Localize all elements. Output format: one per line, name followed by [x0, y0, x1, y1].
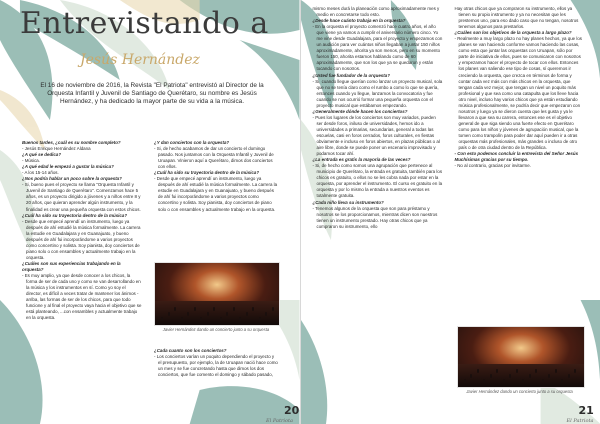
- musician-silhouette: [477, 369, 479, 373]
- right-page: [301, 0, 600, 424]
- interview-answer: - Los conciertos varían un poquito dependiendo el proyecto y el presupuesto, por ejemplo, la de Uruapan nació hace como un mes y se fue concretando hasta que dimos los dos conciertos, que fue comento el domingo y sábado pasado,: [154, 354, 278, 378]
- interview-question: ¿A qué se dedica?: [22, 152, 62, 158]
- interview-answer: - Desde que empecé aprendí un instrumento, luego ya después de ahí estudié la música formalmente. La carrera la estudie en Guadalajara y en Guanajuato, y bueno después de ahí fui incorporándome a varios proyectos como concertino y solista. Soy pianista, doy conciertos de piano solo o con ensambles y actualmente trabajo en la orquesta.: [154, 176, 278, 212]
- right-column-1: [313, 6, 443, 230]
- musician-silhouette: [239, 317, 241, 321]
- musician-silhouette: [246, 312, 248, 316]
- musician-silhouette: [220, 317, 222, 321]
- musician-silhouette: [574, 369, 576, 373]
- photo-caption: Javier Hernández dando un concierto junto a su orquesta: [162, 327, 270, 332]
- musician-silhouette: [252, 307, 254, 311]
- interview-answer: - Es muy amplio, ya que desde conocer a los chicos, la forma de ser de cada uno y como se van desarrollando en la música y los instrumentos en sí. Como yo soy el director, es difícil a veces tratar de mantener los ánimos - arriba, las formas de ser de los chicos, para que todo funcione y al final el proyecto vaya hacia el objetivo que se está planteando, ...con ensambles y actualmente trabajo en la orquesta.: [22, 273, 142, 321]
- interview-question: ¿La entrada es gratis la mayoría de las veces?: [312, 157, 411, 163]
- interview-answer: - No al contrario, gracias por invitarme.: [454, 163, 531, 169]
- interview-answer: - Tenemos algunos de la orquesta que son para préstamo y nosotros se los proporcionamos, mientras dicen son nuestros tienen un instrumento prestado. Hay otras chicos que ya compraron su instrumento, ello: [312, 205, 438, 229]
- page-number: 20: [284, 404, 300, 417]
- page-title: Entrevistando a: [20, 6, 269, 41]
- musician-silhouette: [174, 307, 176, 311]
- magazine-brand: El Patriota: [566, 418, 594, 424]
- interview-question: ¿Cuál ha sido su trayectoria dentro de la música?: [154, 170, 260, 176]
- page-number: 21: [578, 404, 594, 417]
- musician-silhouette: [522, 379, 524, 383]
- musician-silhouette: [490, 374, 492, 378]
- interview-question: ¿Y dan conciertos con la orquesta?: [154, 140, 230, 145]
- interview-answer: - Realmente a muy largo plazo no hay planes hechos, ya que los planes se van haciendo conforme vamos haciendo las cosas, como esta que juntar las orquestas con Uruapan, sólo por parte de iniciativa de ellos, pues se comunicaron con nosotros y empezamos hacer el proyecto de tocar con ellos. Entonces los planes van saliendo ese tipo de cosas, sí queremos ir creciendo la orquesta, que crezca en términos de forma y contar cada vez más con más chicos en la orquesta, que tengan cada vez mejor, que tengan un nivel un poquito más profesional y que sea como una catapulta que los lleve hacia otro nivel, incluso hay varios chicos que ya están estudiando música profesionalmente, se podría decir que empezaron con nosotros y luego ya se dieron cuenta que les gusta y ya le llevaron a que sea su carrera, entonces ese es el objetivo general de que siga siendo una fuerte efecto en Querétaro como para los niños y jóvenes de agrupación musical, que la tomen como trampolín para poder dar aquí pueden ir a otras orquestas más profesionales, más grandes o incluso de otro país o de otra ciudad dentro de la República.: [454, 36, 583, 151]
- concert-photo: [457, 326, 585, 388]
- interview-answer: - A los 15-14 años.: [22, 170, 59, 176]
- interview-answer: - Si, de hecho acabamos de dar un concierto el domingo pasado. Nos juntamos con la Orquesta Infantil y Juvenil de Uruapan. Vinieron aquí a Querétaro, dimos dos conciertos con ellos.: [154, 146, 274, 170]
- magazine-brand: El Patriota: [266, 418, 293, 424]
- interview-question: Buenos tardes, ¿cuál es su nombre completo?: [22, 140, 121, 145]
- interview-question: ¿Nos podría hablar un poco sobre la orquesta?: [22, 176, 122, 182]
- left-column-1: [22, 140, 142, 321]
- interviewee-name: Jesús Hernández: [80, 52, 200, 68]
- musician-silhouette: [181, 317, 183, 321]
- musician-silhouette: [194, 307, 196, 311]
- interview-question: - Con esto podemos concluir la entrevista del Señor Jesús Muchísimas gracias por su tiempo.: [454, 151, 579, 163]
- interview-question: ¿Cuáles son los objetivos de la orquesta a largo plazo?: [454, 30, 572, 36]
- interview-answer: Hay otras chicos que ya compraron su instrumento, ellos ya tienen su propio instrumento y ya no necesitan que les prestemos uno, para eso dado caso que no tengan, nosotros tenemos algunos para prestarlos.: [454, 6, 579, 30]
- musician-silhouette: [200, 317, 202, 321]
- musician-silhouette: [265, 312, 267, 316]
- interview-question: ¿Cuál ha sido su trayectoria dentro de la música?: [22, 212, 128, 218]
- musician-silhouette: [259, 317, 261, 321]
- musician-silhouette: [529, 374, 531, 378]
- musician-silhouette: [561, 379, 563, 383]
- musician-silhouette: [470, 374, 472, 378]
- right-column-2: [455, 6, 583, 169]
- musician-silhouette: [555, 369, 557, 373]
- photo-caption: Javier Hernández dando un concierto junto a su orquesta: [466, 389, 573, 394]
- interview-answer: - Si, de hecho como somos una agrupación que pertenece al municipio de Querétaro, la entrada es gratuita, también para los chicos es gratuito, o ellos no se les cobra nada por estar en la orquesta, por aprender el instrumento. El curso es gratuito en la orquesta y por lo mismo la entrada a nuestros eventos es totalmente gratuita.: [312, 163, 443, 199]
- interview-answer: - Si, cuando llegue querían como lanzar un proyecto musical, sola que no se tenía claro como el rumbo a como lo que se quería, entonces cuando yo llegue, lanzamos la convocatoria y fue cuando se nos ocurrió formar una pequeña orquesta con el proyecto musical que estábamos empezando.: [312, 78, 443, 108]
- interview-answer: mismo meses durá la planeación como aproximadamente mes y medio en concretarse todo esto.: [312, 6, 440, 18]
- lead-paragraph: El 16 de noviembre de 2016, la Revista "El Patriota" entrevistó al Director de la Orquesta Infantil y Juvenil de Santiago de Querétaro, su nombre es Jesús Hernández, y ha dedicado la mayor parte de su vida a la música.: [40, 82, 264, 106]
- interview-question: ¿Cuáles son sus experiencias trabajando en la orquesta?: [22, 260, 121, 272]
- musician-silhouette: [226, 312, 228, 316]
- interview-question: ¿Cada niño lleva su instrumento?: [312, 199, 384, 205]
- musician-silhouette: [272, 307, 274, 311]
- interview-answer: - Desde que empecé aprendí un instrumento, luego ya después de ahí estudié la música formalmente. La carrera la estudie en Guadalajara y en Guanajuato, y bueno después de ahí fui incorporándome a varios proyectos como concertino y solista. Soy pianista, doy conciertos de piano solo o con ensambles y actualmente trabajo en la orquesta.: [22, 218, 141, 260]
- interview-answer: - Si, bueno pues el proyecto se llama "Orquesta Infantil y Juvenil de Santiago de Querétaro". Comenzamos hace 5 años, es un proyecto dirigido a jóvenes y a niños entre 8 y 20 años, que quieran aprender algún instrumento, y la finalidad es crear una pequeña orquesta con estos chicos.: [22, 182, 141, 212]
- musician-silhouette: [464, 379, 466, 383]
- musician-silhouette: [213, 307, 215, 311]
- musician-silhouette: [548, 374, 550, 378]
- musician-silhouette: [496, 369, 498, 373]
- interview-answer: - Jesús Enrique Hernández Aldana: [22, 146, 91, 152]
- musician-silhouette: [168, 312, 170, 316]
- interview-question: ¿Generalmente dónde hacen los conciertos?: [312, 108, 408, 114]
- musician-silhouette: [542, 379, 544, 383]
- musician-silhouette: [161, 317, 163, 321]
- musician-silhouette: [483, 379, 485, 383]
- interview-question: ¿A qué edad le empezó a gustar la música?: [22, 164, 114, 170]
- left-column-2-bottom: [154, 348, 278, 378]
- musician-silhouette: [233, 307, 235, 311]
- musician-silhouette: [535, 369, 537, 373]
- interview-question: ¿Cada cuanto son los conciertos?: [154, 348, 227, 353]
- musician-silhouette: [568, 374, 570, 378]
- left-column-2-top: [154, 140, 278, 213]
- musician-silhouette: [503, 379, 505, 383]
- musician-silhouette: [187, 312, 189, 316]
- musician-silhouette: [207, 312, 209, 316]
- interview-question: ¿Desde hace cuánto trabaja en la orquesta?: [312, 18, 406, 24]
- musician-silhouette: [509, 374, 511, 378]
- concert-photo: [154, 262, 280, 326]
- interview-answer: - En la orquesta el proyecto comenzó hace cuatro años, el año que viene ya vamos a cumplir el aniversario número cinco. Yo me vine desde Guadalajara, para el proyecto y empezamos con un audición para ver cuántos niños llegaban a juntar 150 niños aproximadamente, ahorita ya son menos, pero en su momento fueron 150, ahorita estamos hablando como de 60 aproximadamente, que son los que ya se quedaron y están tocando con nosotros.: [312, 24, 443, 72]
- interview-question: ¿Usted fue fundador de la orquesta?: [312, 72, 390, 78]
- interview-answer: - Pues los lugares de los conciertos son muy variados, pueden ser desde foros, iniluso de universidades, hemos ido a universidades a primarias, secundarias, general a todas las escuelas, casi en foros cerrados, foros culturales, en fiestas obviamente e incluso en foros abiertos, en plazas públicas o al aire libre, donde se puede poner un escenario improvisado y podamos tocar ahí.: [312, 114, 440, 157]
- interview-answer: - Música.: [22, 158, 40, 164]
- musician-silhouette: [516, 369, 518, 373]
